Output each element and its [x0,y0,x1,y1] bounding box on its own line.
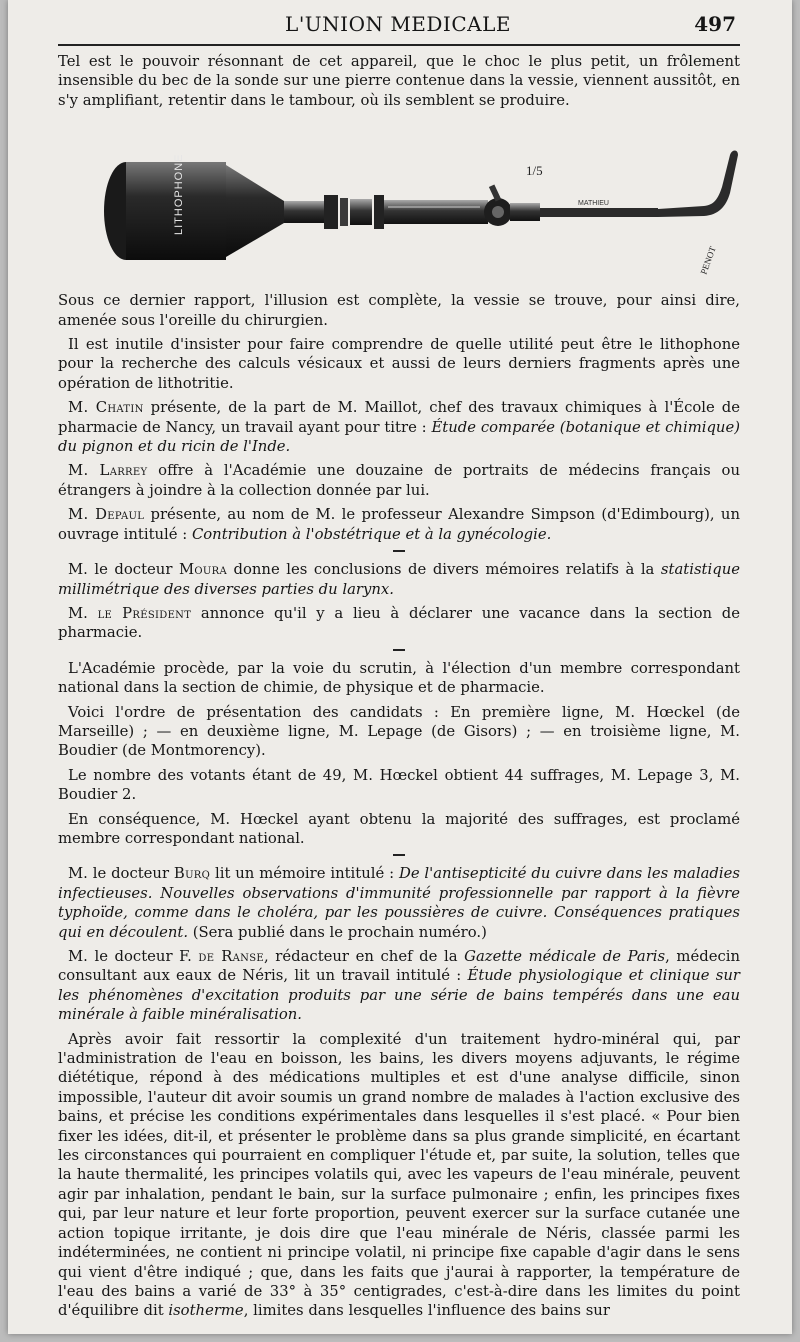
paragraph-chatin: M. Chatin présente, de la part de M. Maillot, chef des travaux chimiques à l'École de pharmacie de Nancy, un travail ayant pour titre : Étude comparée (botanique et chimique) du pignon et du ricin de l'Inde. [58,399,740,456]
scale-fraction: 1/5 [526,163,543,179]
speaker-name: le Président [97,604,192,622]
paragraph-result: En conséquence, M. Hœckel ayant obtenu la majorité des suffrages, est proclamé membre correspondant national. [58,810,740,847]
section-separator [393,854,405,856]
speaker-name: M. Larrey [68,462,148,480]
paragraph-larrey: M. Larrey offre à l'Académie une douzaine de portraits de médecins français ou étrangers à joindre à la collection donnée par lui. [58,462,740,499]
lithophone-figure [58,115,740,285]
paragraph-president: M. le Président annonce qu'il y a lieu à déclarer une vacance dans la section de pharmacie. [58,604,741,642]
journal-title: Gazette médicale de Paris [464,948,666,965]
neck [284,201,324,223]
paragraph-election: L'Académie procède, par la voie du scrutin, à l'élection d'un membre correspondant national dans la section de chimie, de physique et de pharmacie. [58,659,740,697]
speaker-name: M. Depaul [68,506,145,524]
paragraph-burq: M. le docteur Burq lit un mémoire intitulé : De l'antisepticité du cuivre dans les maladies infectieuses. Nouvelles observations d'immunité professionnelle par rapport à la fièvre typhoïde, comme dans le choléra, par les poussières de cuivre. Conséquences pratiques qui en découlent. (Sera publié dans le prochain numéro.) [58,865,740,941]
paragraph-candidates: Voici l'ordre de présentation des candidats : En première ligne, M. Hœckel (de Marseille) ; — en deuxième ligne, M. Lepage (de Gisors) ; — en troisième ligne, M. Boudier (de Montmorency). [58,703,740,760]
paragraph-summary: Après avoir fait ressortir la complexité d'un traitement hydro-minéral qui, par l'administration de l'eau en boisson, les bains, les divers moyens adjuvants, le régime diététique, répond à des médications multiples et est d'une analyse difficile, sinon impossible, l'auteur dit avoir soumis un grand nombre de malades à l'action exclusive des bains, et précise les conditions expérimentales dans lesquelles il s'est placé. « Pour bien fixer les idées, dit-il, et présenter le problème dans sa plus grande simplicité, en écartant les circonstances qui pourraient en compliquer l'étude et, par suite, la solution, telles que la haute thermalité, les principes volatils qui, avec les vapeurs de l'eau minérale, peuvent agir par inhalation, pendant le bain, sur la surface pulmonaire ; enfin, les principes fixes qui, par leur nature et leur forte proportion, peuvent exercer sur la surface cutanée une action topique irritante, je dois dire que l'eau minérale de Néris, classée parmi les indéterminées, ne contient ni principe volatil, ni principe fixe capable d'agir dans le sens qui vient d'être indiqué ; que, dans les faits que j'aurai à rapporter, la température de l'eau des bains a varié de 33° à 35° centigrades, c'est-à-dire dans les limites du point d'équilibre dit isotherme, limites dans lesquelles l'influence des bains sur [58,1030,740,1320]
work-title: Étude comparée (botanique et chimique) du pignon et du ricin de l'Inde. [58,418,740,456]
speaker-name: Moura [178,561,227,579]
lithophone-illustration [58,115,740,285]
work-title: De l'antisepticité du cuivre dans les maladies infectieuses. Nouvelles observations d'immunité professionnelle par rapport à la fièvre typhoïde, comme dans le choléra, par les poussières de cuivre. Conséquences pratiques qui en découlent. [58,865,740,941]
paragraph-utility: Il est inutile d'insister pour faire comprendre de quelle utilité peut être le lithophone pour la recherche des calculs vésicaux et aussi de leurs derniers fragments après une opération de lithotritie. [58,336,740,392]
speaker-name: M. Chatin [68,399,144,417]
sound-shaft [540,208,658,217]
paragraph-de-ranse: M. le docteur F. de Ranse, rédacteur en chef de la Gazette médicale de Paris, médecin consultant aux eaux de Néris, lit un travail intitulé : Étude physiologique et clinique sur les phénomènes d'excitation produits par une série de bains tempérés dans une eau minérale à faible minéralisation. [58,948,740,1024]
term-isotherme: isotherme [168,1302,244,1320]
article-body [58,52,740,1326]
drum-label: LITHOPHONE [173,153,185,236]
work-title: statistique millimétrique des diverses parties du larynx. [58,561,740,598]
paragraph-illusion: Sous ce dernier rapport, l'illusion est complète, la vessie se trouve, pour ainsi dire, amenée sous l'oreille du chirurgien. [58,292,740,329]
page-number: 497 [694,12,736,36]
speaker-name: Burq [173,865,211,883]
work-title: Étude physiologique et clinique sur les phénomènes d'excitation produits par une série de bains tempérés dans une eau minérale à faible minéralisation. [58,967,740,1024]
section-separator [393,649,405,651]
paragraph-depaul: M. Depaul présente, au nom de M. le professeur Alexandre Simpson (d'Edimbourg), un ouvrage intitulé : Contribution à l'obstétrique et à la gynécologie. [58,506,740,543]
paragraph-lithophone-description: Tel est le pouvoir résonnant de cet appareil, que le choc le plus petit, un frôlement insensible du bec de la sonde sur une pierre contenue dans la vessie, viennent aussitôt, en s'y amplifiant, retentir dans le tambour, où ils semblent se produire. [58,53,740,109]
engraver-signature: PENOT [698,245,718,276]
section-separator [393,550,405,552]
barrel [384,200,488,224]
paragraph-moura: M. le docteur Moura donne les conclusions de divers mémoires relatifs à la statistique millimétrique des diverses parties du larynx. [58,561,740,598]
sound-beak [658,151,738,218]
maker-mark: MATHIEU [578,200,609,208]
header-rule [58,44,740,46]
speaker-name: de Ranse [198,948,264,965]
running-title: L'UNION MEDICALE [285,12,511,36]
work-title: Contribution à l'obstétrique et à la gynécologie. [191,525,552,543]
running-head [58,6,738,40]
paragraph-votes: Le nombre des votants étant de 49, M. Hœckel obtient 44 suffrages, M. Lepage 3, M. Boudier 2. [58,766,740,804]
page [8,0,792,1334]
drum-cone [226,165,284,257]
